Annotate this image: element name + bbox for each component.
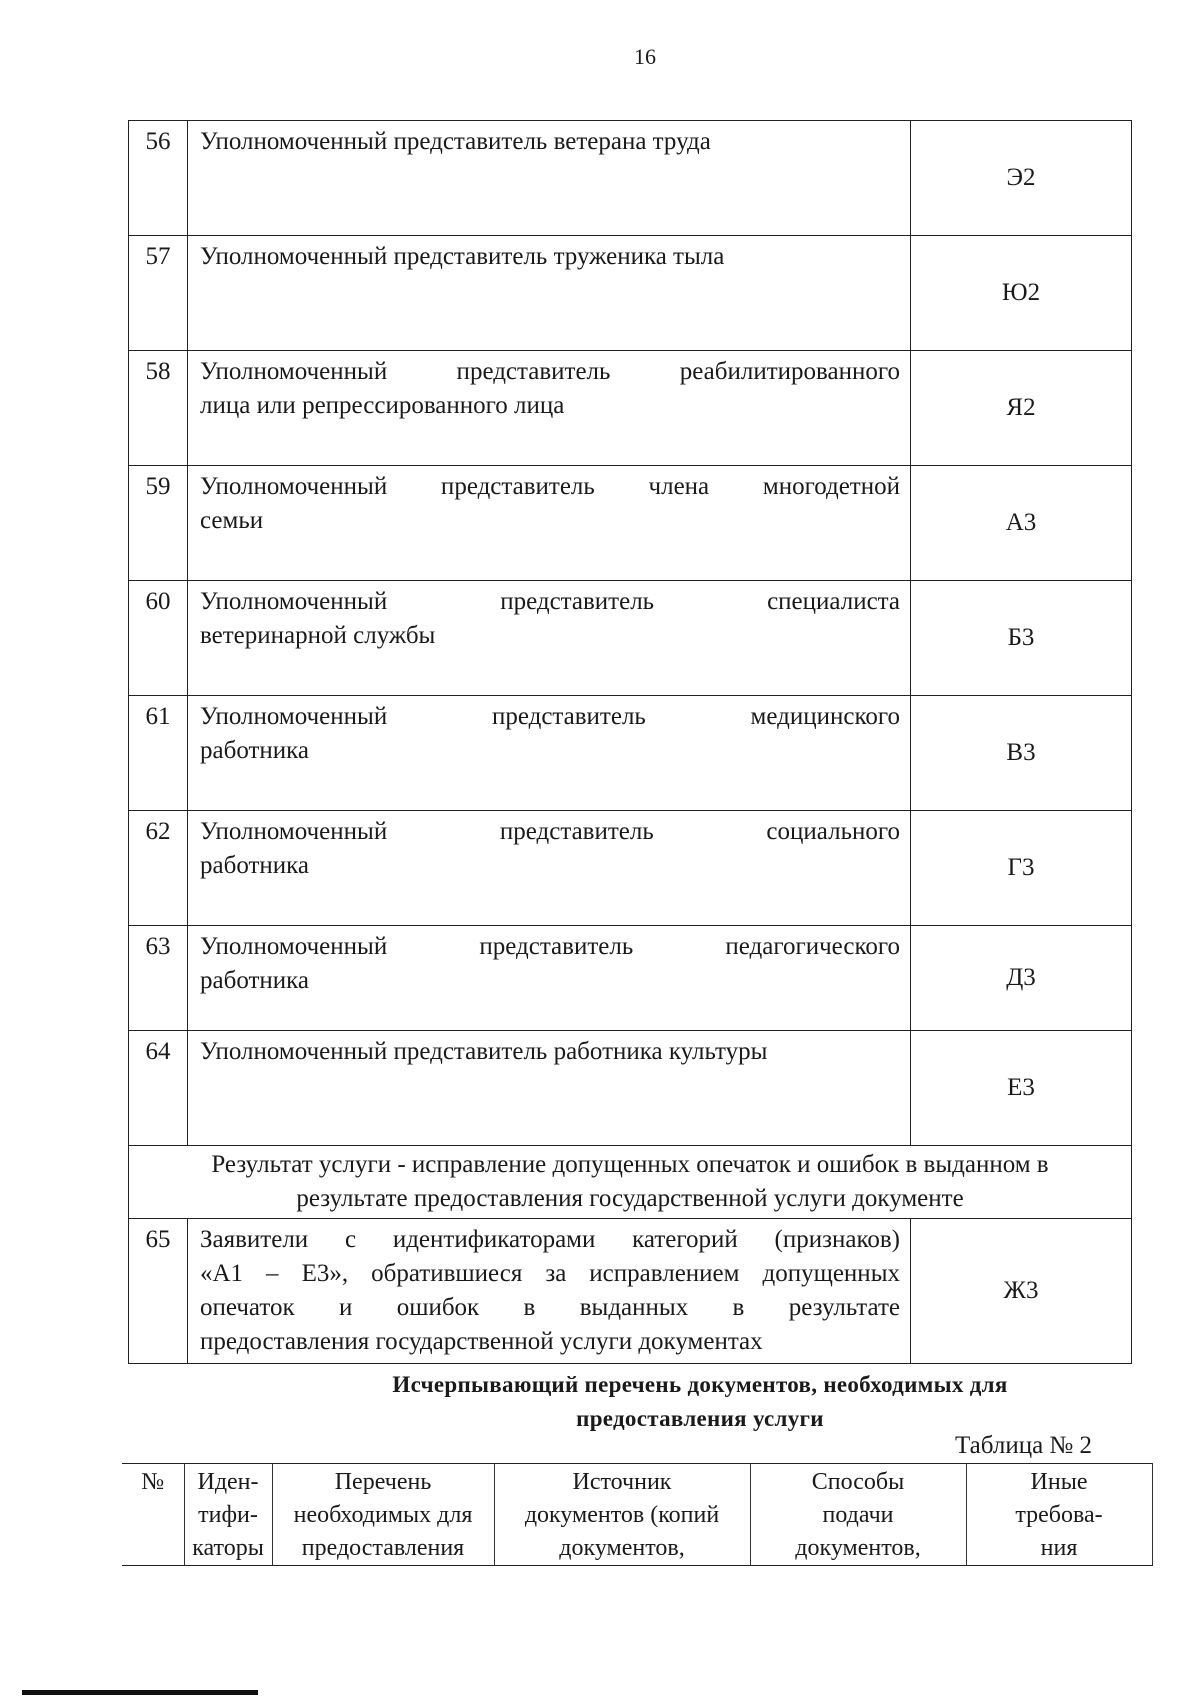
category-description	[188, 236, 911, 351]
row-number: 58	[129, 351, 188, 466]
category-description	[188, 811, 911, 926]
category-description	[188, 466, 911, 581]
description-line: Уполномоченный представитель члена многодетной	[200, 473, 900, 500]
description-line: Уполномоченный представитель труженика тыла	[200, 243, 725, 270]
description-line: ветеринарной службы	[200, 622, 436, 649]
category-code: Ж3	[911, 1219, 1132, 1364]
category-code: Э2	[911, 121, 1132, 236]
header-line: предоставления	[301, 1535, 465, 1561]
section-heading	[200, 1368, 1200, 1436]
table-row	[129, 581, 1132, 696]
category-code: Я2	[911, 351, 1132, 466]
row-number: 61	[129, 696, 188, 811]
header-line: подачи	[822, 1502, 894, 1528]
heading-line: Исчерпывающий перечень документов, необходимых для	[392, 1372, 1008, 1397]
table-label: Таблица № 2	[955, 1432, 1093, 1459]
header-line: тифи-	[198, 1502, 258, 1528]
description-line: опечаток и ошибок в выданных в результате	[200, 1294, 900, 1321]
table-header-row	[122, 1464, 1152, 1566]
header-line: Способы	[811, 1469, 905, 1495]
result-row	[129, 1146, 1132, 1219]
category-description	[188, 926, 911, 1031]
row-number: 57	[129, 236, 188, 351]
description-line: предоставления государственной услуги документах	[200, 1328, 763, 1355]
header-line: необходимых для	[293, 1502, 473, 1528]
table-row	[129, 351, 1132, 466]
category-code: А3	[911, 466, 1132, 581]
category-description	[188, 121, 911, 236]
header-line: документов (копий	[524, 1502, 720, 1528]
description-line: Заявители с идентификаторами категорий (признаков)	[200, 1226, 900, 1253]
description-line: семьи	[200, 507, 264, 534]
category-description	[188, 351, 911, 466]
header-document-list	[272, 1464, 494, 1566]
header-line: №	[141, 1469, 165, 1495]
header-line: документов,	[795, 1535, 921, 1561]
heading-line: предоставления услуги	[576, 1406, 824, 1431]
description-line: «А1 – Е3», обратившиеся за исправлением допущенных	[200, 1260, 900, 1287]
header-submission-methods	[750, 1464, 966, 1566]
category-description	[188, 1031, 911, 1146]
header-line: требова-	[1015, 1502, 1103, 1528]
description-line: Уполномоченный представитель специалиста	[200, 588, 900, 615]
table-row	[129, 236, 1132, 351]
row-number: 62	[129, 811, 188, 926]
header-line: Иден-	[197, 1469, 259, 1495]
category-code: В3	[911, 696, 1132, 811]
description-line: работника	[200, 737, 310, 764]
category-code: Б3	[911, 581, 1132, 696]
category-code: Ю2	[911, 236, 1132, 351]
category-description	[188, 696, 911, 811]
description-line: Уполномоченный представитель реабилитированного	[200, 358, 900, 385]
table-row	[129, 811, 1132, 926]
header-identifiers	[184, 1464, 272, 1566]
result-cell	[129, 1146, 1132, 1219]
category-code: Д3	[911, 926, 1132, 1031]
category-description	[188, 581, 911, 696]
description-line: работника	[200, 852, 310, 879]
description-line: лица или репрессированного лица	[200, 392, 565, 419]
description-line: Уполномоченный представитель работника культуры	[200, 1038, 768, 1065]
table-row	[129, 926, 1132, 1031]
categories-table	[128, 120, 1132, 1364]
header-document-source	[494, 1464, 750, 1566]
row-number: 59	[129, 466, 188, 581]
table-row	[129, 121, 1132, 236]
row-number: 64	[129, 1031, 188, 1146]
result-line: Результат услуги - исправление допущенных опечаток и ошибок в выданном в	[211, 1151, 1049, 1178]
header-line: Иные	[1030, 1469, 1088, 1495]
description-line: Уполномоченный представитель ветерана труда	[200, 128, 711, 155]
table-row	[129, 696, 1132, 811]
table-row	[129, 1031, 1132, 1146]
table-row	[129, 466, 1132, 581]
header-other-requirements	[966, 1464, 1152, 1566]
row-number: 65	[129, 1219, 188, 1364]
scan-edge-mark	[22, 1690, 258, 1695]
row-number: 56	[129, 121, 188, 236]
header-line: документов,	[559, 1535, 685, 1561]
row-number: 63	[129, 926, 188, 1031]
row-number: 60	[129, 581, 188, 696]
header-line: каторы	[192, 1535, 264, 1561]
description-line: работника	[200, 967, 310, 994]
header-line: Перечень	[334, 1469, 432, 1495]
result-line: результате предоставления государственной услуги документе	[296, 1185, 964, 1212]
documents-table	[122, 1463, 1153, 1566]
category-description	[188, 1219, 911, 1364]
table-row	[129, 1219, 1132, 1364]
category-code: Г3	[911, 811, 1132, 926]
header-number	[122, 1464, 184, 1566]
category-code: Е3	[911, 1031, 1132, 1146]
header-line: ния	[1040, 1535, 1078, 1561]
header-line: Источник	[572, 1469, 672, 1495]
description-line: Уполномоченный представитель медицинского	[200, 703, 900, 730]
description-line: Уполномоченный представитель педагогического	[200, 933, 900, 960]
description-line: Уполномоченный представитель социального	[200, 818, 900, 845]
page-number: 16	[634, 44, 656, 69]
